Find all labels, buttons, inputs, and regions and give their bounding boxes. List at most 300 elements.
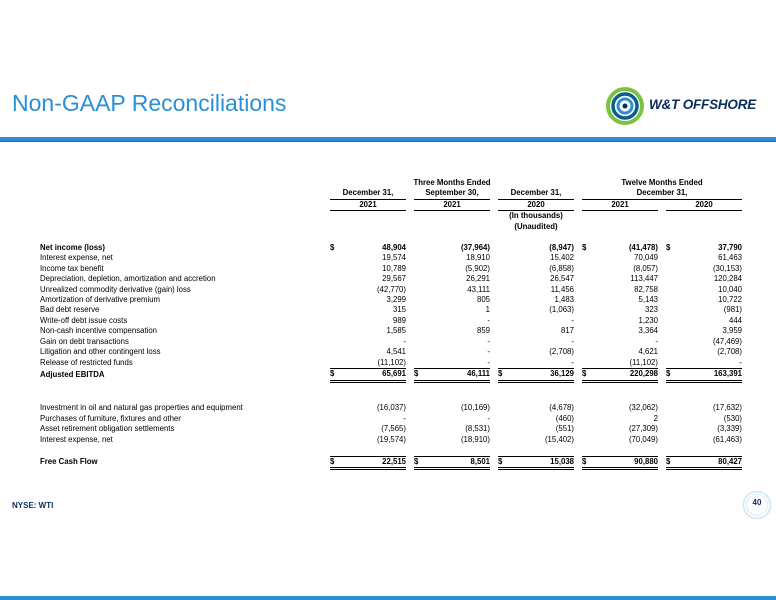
currency-symbol (414, 403, 428, 413)
currency-symbol: $ (666, 456, 680, 468)
currency-symbol (498, 403, 512, 413)
currency-symbol (666, 358, 680, 369)
column-gap (406, 285, 414, 295)
row-label: Unrealized commodity derivative (gain) loss (40, 284, 191, 294)
header-period: December 31, (330, 188, 406, 199)
header-period: December 31, (582, 188, 742, 199)
value-cell: - (487, 336, 490, 346)
header-gap (330, 211, 498, 222)
currency-symbol: $ (582, 242, 587, 252)
currency-symbol (666, 326, 680, 336)
currency-symbol: $ (666, 242, 671, 252)
value-cell: (5,902) (465, 263, 490, 273)
header-year: 2021 (414, 199, 490, 210)
currency-symbol (582, 358, 596, 369)
column-gap (658, 347, 666, 357)
column-gap (574, 403, 582, 413)
value-cell: (6,858) (549, 263, 574, 273)
table-row (40, 347, 742, 357)
column-gap (406, 424, 414, 434)
column-gap (658, 456, 666, 468)
currency-symbol (582, 435, 596, 445)
column-gap (574, 243, 582, 253)
column-gap (490, 435, 498, 445)
value-cell: (460) (555, 413, 574, 423)
currency-symbol (666, 337, 680, 347)
value-cell: 3,364 (638, 326, 658, 336)
value-cell: 10,722 (718, 294, 742, 304)
column-gap (406, 305, 414, 315)
value-cell: (18,910) (460, 434, 490, 444)
section-spacer-2-cell (40, 393, 742, 403)
value-cell: 36,129 (512, 369, 574, 381)
value-cell: - (487, 413, 490, 423)
column-gap (406, 358, 414, 369)
column-gap (658, 305, 666, 315)
page-title: Non-GAAP Reconciliations (12, 90, 287, 116)
row-label: Amortization of derivative premium (40, 294, 161, 304)
currency-symbol: $ (330, 369, 344, 381)
value-cell: 1,483 (554, 294, 574, 304)
currency-symbol (414, 243, 428, 253)
currency-symbol (330, 424, 344, 434)
row-label: Adjusted EBITDA (40, 369, 105, 379)
value-cell: (19,574) (376, 434, 406, 444)
row-label: Release of restricted funds (40, 357, 133, 367)
company-logo (605, 86, 773, 126)
currency-symbol (666, 274, 680, 284)
currency-symbol (414, 285, 428, 295)
column-gap (658, 369, 666, 381)
table-row (40, 274, 742, 284)
currency-symbol (582, 274, 596, 284)
value-cell: 2 (653, 413, 658, 423)
currency-symbol (498, 285, 512, 295)
value-cell: 15,038 (512, 456, 574, 468)
value-cell: 120,284 (713, 274, 742, 284)
value-cell: 3,959 (722, 326, 742, 336)
currency-symbol (498, 414, 512, 424)
table-row (40, 424, 742, 434)
currency-symbol (666, 264, 680, 274)
value-cell: 1 (485, 305, 490, 315)
value-cell: - (655, 336, 658, 346)
header-blank (40, 211, 330, 222)
currency-symbol (330, 295, 344, 305)
currency-symbol (414, 264, 428, 274)
value-cell: 1,585 (386, 326, 406, 336)
table-row (40, 253, 742, 263)
table-row (40, 285, 742, 295)
value-cell: 323 (644, 305, 658, 315)
column-gap (658, 435, 666, 445)
value-cell: (4,678) (549, 403, 574, 413)
value-cell: 4,621 (638, 347, 658, 357)
header-gap (574, 199, 582, 210)
row-label: Purchases of furniture, fixtures and other (40, 413, 181, 423)
currency-symbol (582, 305, 596, 315)
ticker-footer: NYSE: WTI (12, 501, 54, 510)
currency-symbol (498, 435, 512, 445)
currency-symbol (330, 326, 344, 336)
currency-symbol (498, 337, 512, 347)
currency-symbol (582, 424, 596, 434)
logo-swirl-icon (605, 86, 645, 126)
column-gap (574, 456, 582, 468)
value-cell: (11,102) (377, 357, 406, 367)
value-cell: - (571, 336, 574, 346)
currency-symbol (330, 285, 344, 295)
column-gap (574, 414, 582, 424)
header-gap (490, 199, 498, 210)
value-cell: 805 (476, 294, 490, 304)
row-label: Depreciation, depletion, amortization and accretion (40, 274, 216, 284)
value-cell: - (403, 413, 406, 423)
value-cell: (17,632) (712, 403, 742, 413)
value-cell: (2,708) (549, 347, 574, 357)
column-gap (490, 243, 498, 253)
header-period: December 31, (498, 188, 574, 199)
header-rule-line (0, 141, 776, 142)
column-gap (406, 414, 414, 424)
currency-symbol (330, 305, 344, 315)
currency-symbol: $ (666, 369, 680, 381)
currency-symbol: $ (582, 456, 596, 468)
header-units-row (40, 211, 742, 222)
column-gap (490, 305, 498, 315)
column-gap (574, 337, 582, 347)
currency-symbol: $ (498, 456, 512, 468)
table-row (40, 295, 742, 305)
value-cell: (7,565) (381, 424, 406, 434)
column-gap (658, 285, 666, 295)
table-row (40, 264, 742, 274)
total-row (40, 369, 742, 381)
value-cell: 113,447 (630, 274, 658, 284)
row-label: Write-off debt issue costs (40, 315, 128, 325)
header-year: 2020 (666, 199, 742, 210)
column-gap (658, 253, 666, 263)
header-period: September 30, (414, 188, 490, 199)
header-spacer-cell (40, 232, 742, 242)
header-blank (40, 188, 330, 199)
column-gap (490, 253, 498, 263)
value-cell: (70,049) (628, 434, 658, 444)
value-cell: (15,402) (544, 434, 574, 444)
header-gap (406, 199, 414, 210)
currency-symbol (414, 435, 428, 445)
currency-symbol (330, 316, 344, 326)
currency-symbol: $ (414, 456, 428, 468)
column-gap (658, 403, 666, 413)
value-cell: 4,541 (386, 347, 406, 357)
value-cell: 70,049 (634, 253, 658, 263)
header-gap (574, 178, 582, 188)
currency-symbol (666, 285, 680, 295)
value-cell: - (487, 315, 490, 325)
table-row (40, 337, 742, 347)
value-cell: 315 (392, 305, 406, 315)
value-cell: (8,531) (465, 424, 490, 434)
footer-bar (0, 596, 776, 600)
currency-symbol (498, 253, 512, 263)
column-gap (574, 264, 582, 274)
value-cell: 989 (392, 315, 406, 325)
currency-symbol (330, 264, 344, 274)
currency-symbol (582, 347, 596, 357)
currency-symbol (498, 264, 512, 274)
value-cell: 26,547 (550, 274, 574, 284)
value-cell: - (403, 336, 406, 346)
currency-symbol (582, 253, 596, 263)
value-cell: - (487, 357, 490, 367)
row-label: Gain on debt transactions (40, 336, 129, 346)
value-cell: 48,904 (382, 242, 406, 252)
table-row (40, 316, 742, 326)
column-gap (490, 424, 498, 434)
currency-symbol (414, 326, 428, 336)
table-row (40, 403, 742, 413)
column-gap (490, 326, 498, 336)
header-gap (574, 188, 582, 199)
currency-symbol (414, 414, 428, 424)
header-gap (490, 188, 498, 199)
value-cell: (16,037) (376, 403, 406, 413)
header-three-months: Three Months Ended (413, 178, 491, 187)
row-label: Interest expense, net (40, 434, 113, 444)
currency-symbol: $ (330, 456, 344, 468)
column-gap (406, 347, 414, 357)
value-cell: 19,574 (382, 253, 406, 263)
currency-symbol (666, 316, 680, 326)
currency-symbol (666, 424, 680, 434)
value-cell: 46,111 (428, 369, 490, 381)
currency-symbol (414, 358, 428, 369)
value-cell: (551) (555, 424, 574, 434)
value-cell: - (571, 357, 574, 367)
currency-symbol (666, 403, 680, 413)
value-cell: 80,427 (680, 456, 742, 468)
header-gap (330, 222, 498, 232)
value-cell: (61,463) (712, 434, 742, 444)
header-year: 2020 (498, 199, 574, 210)
logo-text: W&T OFFSHORE (649, 97, 757, 112)
value-cell: (27,309) (628, 424, 658, 434)
header-group-row (40, 178, 742, 188)
section-spacer-1-cell (40, 381, 742, 393)
column-gap (658, 243, 666, 253)
row-label: Interest expense, net (40, 253, 113, 263)
currency-symbol (330, 414, 344, 424)
column-gap (490, 274, 498, 284)
currency-symbol: $ (498, 369, 512, 381)
value-cell: (37,964) (460, 242, 490, 252)
currency-symbol (498, 274, 512, 284)
value-cell: 1,230 (638, 315, 658, 325)
value-cell: (10,169) (460, 403, 490, 413)
value-cell: 444 (728, 315, 742, 325)
value-cell: (30,153) (712, 263, 742, 273)
currency-symbol: $ (414, 369, 428, 381)
column-gap (406, 456, 414, 468)
column-gap (406, 253, 414, 263)
header-blank (40, 178, 330, 188)
row-label: Non-cash incentive compensation (40, 326, 158, 336)
section-spacer-3 (40, 445, 742, 456)
column-gap (574, 347, 582, 357)
currency-symbol (414, 295, 428, 305)
column-gap (658, 424, 666, 434)
column-gap (490, 295, 498, 305)
value-cell: 37,790 (718, 242, 742, 252)
column-gap (490, 456, 498, 468)
value-cell: (47,469) (712, 336, 742, 346)
column-gap (574, 285, 582, 295)
currency-symbol: $ (330, 242, 335, 252)
currency-symbol (582, 326, 596, 336)
column-gap (406, 337, 414, 347)
currency-symbol (330, 274, 344, 284)
value-cell: 90,880 (596, 456, 658, 468)
column-gap (574, 305, 582, 315)
value-cell: (32,062) (628, 403, 658, 413)
column-gap (658, 337, 666, 347)
header-period-row (40, 188, 742, 199)
currency-symbol (498, 243, 512, 253)
column-gap (406, 295, 414, 305)
currency-symbol (330, 358, 344, 369)
currency-symbol (498, 326, 512, 336)
column-gap (406, 369, 414, 381)
value-cell: - (739, 357, 742, 367)
currency-symbol (330, 253, 344, 263)
currency-symbol (414, 424, 428, 434)
page-number-badge (742, 490, 772, 520)
currency-symbol (414, 347, 428, 357)
currency-symbol (582, 316, 596, 326)
currency-symbol (666, 295, 680, 305)
header-blank (40, 222, 330, 232)
column-gap (574, 358, 582, 369)
currency-symbol (582, 414, 596, 424)
table-row (40, 414, 742, 424)
column-gap (658, 326, 666, 336)
currency-symbol (582, 337, 596, 347)
header-year-row (40, 199, 742, 210)
value-cell: (2,708) (717, 347, 742, 357)
column-gap (574, 369, 582, 381)
table-row (40, 435, 742, 445)
column-gap (490, 347, 498, 357)
value-cell: 10,040 (718, 284, 742, 294)
column-gap (574, 295, 582, 305)
currency-symbol (414, 253, 428, 263)
currency-symbol (414, 305, 428, 315)
currency-symbol (666, 414, 680, 424)
column-gap (406, 435, 414, 445)
value-cell: (1,063) (549, 305, 574, 315)
column-gap (658, 274, 666, 284)
row-label: Litigation and other contingent loss (40, 347, 161, 357)
column-gap (490, 414, 498, 424)
column-gap (574, 424, 582, 434)
column-gap (658, 264, 666, 274)
column-gap (490, 358, 498, 369)
column-gap (658, 358, 666, 369)
header-gap (658, 199, 666, 210)
currency-symbol (582, 264, 596, 274)
value-cell: 15,402 (550, 253, 574, 263)
value-cell: 22,515 (344, 456, 406, 468)
currency-symbol: $ (582, 369, 596, 381)
currency-symbol (330, 347, 344, 357)
header-blank (40, 199, 330, 210)
reconciliation-table (40, 178, 742, 470)
header-year: 2021 (330, 199, 406, 210)
header-units: (In thousands) (509, 211, 563, 221)
column-gap (658, 316, 666, 326)
currency-symbol (498, 358, 512, 369)
value-cell: 220,298 (596, 369, 658, 381)
column-gap (490, 369, 498, 381)
value-cell: (8,057) (633, 263, 658, 273)
currency-symbol (582, 295, 596, 305)
currency-symbol (498, 424, 512, 434)
column-gap (574, 316, 582, 326)
header-twelve-months: Twelve Months Ended (621, 178, 703, 187)
column-gap (490, 316, 498, 326)
value-cell: 61,463 (718, 253, 742, 263)
value-cell: 10,789 (382, 263, 406, 273)
column-gap (490, 337, 498, 347)
value-cell: 8,501 (428, 456, 490, 468)
currency-symbol (666, 347, 680, 357)
value-cell: 65,691 (344, 369, 406, 381)
value-cell: 82,758 (634, 284, 658, 294)
currency-symbol (414, 316, 428, 326)
currency-symbol (498, 305, 512, 315)
column-gap (406, 243, 414, 253)
header-audit: (Unaudited) (514, 221, 558, 231)
currency-symbol (498, 316, 512, 326)
header-audit-row (40, 222, 742, 232)
value-cell: 163,391 (680, 369, 742, 381)
currency-symbol (498, 347, 512, 357)
header-year: 2021 (582, 199, 658, 210)
value-cell: (981) (723, 305, 742, 315)
value-cell: (8,947) (549, 242, 574, 252)
column-gap (658, 414, 666, 424)
free-cash-flow-row (40, 456, 742, 468)
currency-symbol (666, 305, 680, 315)
currency-symbol (666, 435, 680, 445)
section-spacer-3-cell (40, 445, 742, 456)
header-gap (574, 222, 742, 232)
value-cell: (3,339) (717, 424, 742, 434)
value-cell: (41,478) (628, 242, 658, 252)
currency-symbol (330, 337, 344, 347)
value-cell: 859 (476, 326, 490, 336)
currency-symbol (330, 403, 344, 413)
column-gap (658, 295, 666, 305)
value-cell: 26,291 (466, 274, 490, 284)
currency-symbol (666, 253, 680, 263)
value-cell: 817 (560, 326, 574, 336)
header-spacer (40, 232, 742, 242)
table-row (40, 305, 742, 315)
currency-symbol (414, 274, 428, 284)
value-cell: 29,567 (382, 274, 406, 284)
